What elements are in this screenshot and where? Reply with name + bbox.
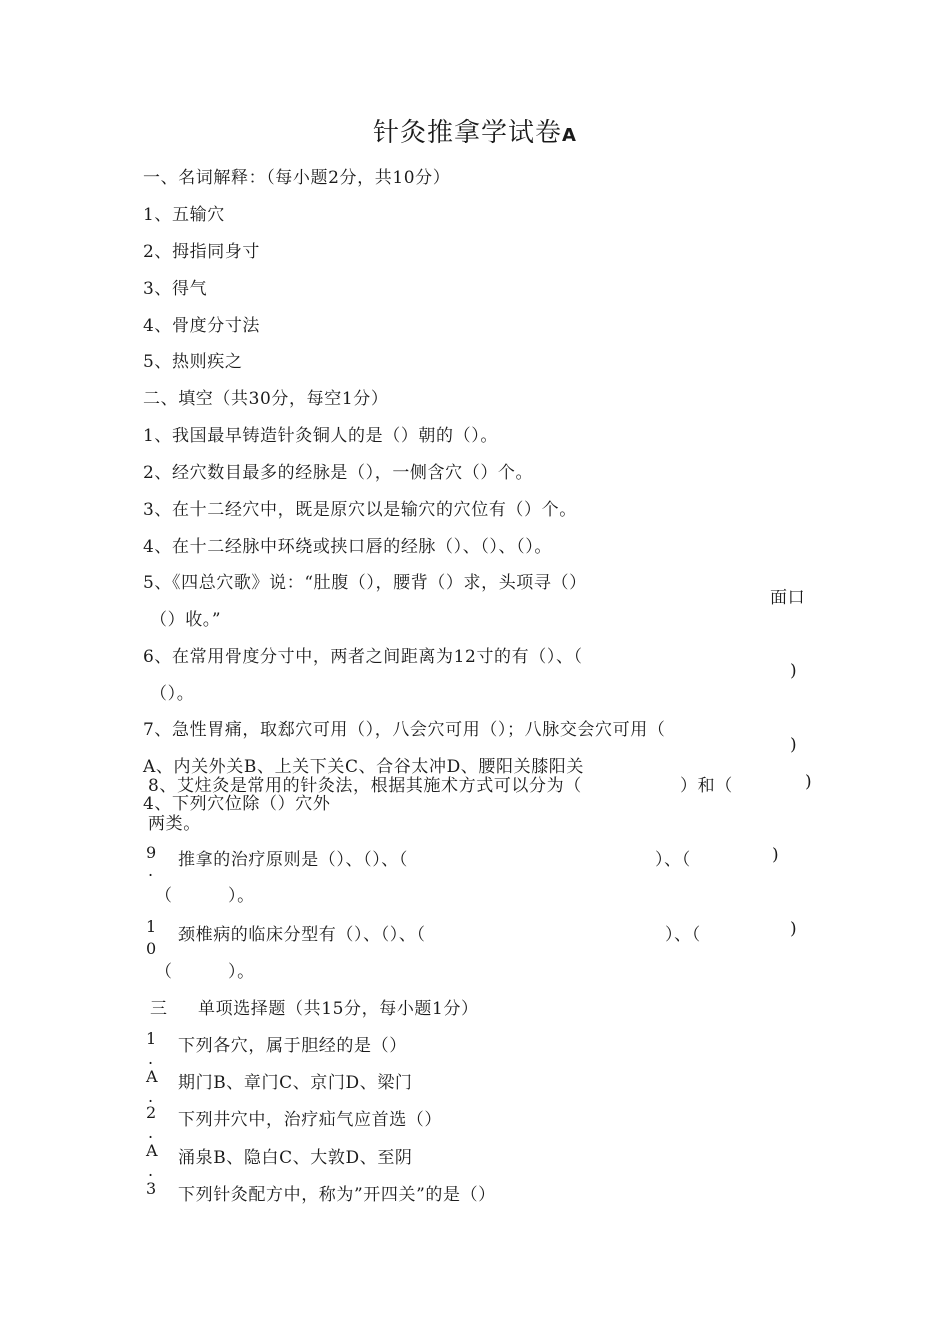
question-number-dot: . xyxy=(148,1123,154,1142)
question-fragment: ) xyxy=(790,661,798,681)
question-line: 5、《四总穴歌》说：“肚腹（），腰背（）求，头项寻（） xyxy=(143,573,587,593)
question-line: 5、热则疾之 xyxy=(143,352,243,372)
question-fragment: ）。 xyxy=(228,962,255,982)
question-line: 下列各穴，属于胆经的是（） xyxy=(178,1036,407,1056)
question-line: 1、我国最早铸造针灸铜人的是（）朝的（）。 xyxy=(143,426,498,446)
question-line: 6、在常用骨度分寸中，两者之间距离为12寸的有（）、（ xyxy=(143,647,583,667)
question-line: 推拿的治疗原则是（）、（）、（ xyxy=(178,850,408,870)
question-fragment: ) xyxy=(790,735,798,755)
question-line: 2、经穴数目最多的经脉是（），一侧含穴（）个。 xyxy=(143,463,534,483)
question-fragment: ) xyxy=(790,919,798,939)
exam-title-text: 针灸推拿学试卷 xyxy=(373,118,563,148)
question-line: 1、五输穴 xyxy=(143,205,225,225)
option-dot: . xyxy=(148,1161,154,1180)
question-fragment: ) xyxy=(805,772,813,792)
question-line: 4、下列穴位除（）穴外 xyxy=(143,794,331,814)
option-line: 涌泉B、隐白C、大敦D、至阴 xyxy=(178,1148,413,1168)
question-fragment: （ xyxy=(155,886,173,906)
question-number: 1 xyxy=(146,1029,157,1048)
question-fragment: ）、（ xyxy=(665,925,701,945)
question-line: 3、在十二经穴中，既是原穴以是输穴的穴位有（）个。 xyxy=(143,500,577,520)
question-fragment: （ xyxy=(155,962,173,982)
exam-title xyxy=(0,118,950,151)
question-number-dot: . xyxy=(148,1049,154,1068)
question-line: 8、艾炷灸是常用的针灸法，根据其施术方式可以分为（ xyxy=(148,776,582,796)
option-line: 期门B、章门C、京门D、梁门 xyxy=(178,1073,413,1093)
question-number: 9 xyxy=(146,843,157,862)
question-fragment: 面口 xyxy=(770,588,806,608)
question-line: 下列井穴中，治疗疝气应首选（） xyxy=(178,1110,442,1130)
question-line: A、内关外关B、上关下关C、合谷太冲D、腰阳关膝阳关 xyxy=(143,757,585,777)
exam-title-suffix: A xyxy=(562,125,577,146)
question-line: 2、拇指同身寸 xyxy=(143,242,261,262)
question-number: 1 xyxy=(146,917,157,936)
question-number-dot: . xyxy=(148,861,154,880)
section-1-heading: 一、名词解释：（每小题2分，共10分） xyxy=(143,168,451,188)
section-3-heading: 单项选择题（共15分，每小题1分） xyxy=(198,999,479,1019)
question-line: 7、急性胃痛，取郄穴可用（），八会穴可用（）；八脉交会穴可用（ xyxy=(143,720,666,740)
question-line: 4、骨度分寸法 xyxy=(143,316,261,336)
question-number: 2 xyxy=(146,1103,157,1122)
option-letter: A xyxy=(146,1141,159,1160)
question-fragment: ) xyxy=(772,845,780,865)
question-line: 下列针灸配方中，称为”开四关”的是（） xyxy=(178,1185,496,1205)
question-fragment: ）。 xyxy=(228,886,255,906)
question-line: （）。 xyxy=(150,684,195,704)
section-2-heading: 二、填空（共30分，每空1分） xyxy=(143,389,389,409)
question-fragment: ）、（ xyxy=(655,850,691,870)
question-number: 0 xyxy=(146,939,157,958)
question-line: （）收。” xyxy=(150,610,222,630)
option-letter: A xyxy=(146,1067,159,1086)
option-dot: . xyxy=(148,1087,154,1106)
section-3-number: 三 xyxy=(150,999,168,1019)
question-line: 颈椎病的临床分型有（）、（）、（ xyxy=(178,925,426,945)
question-line: 3、得气 xyxy=(143,279,208,299)
question-line: 4、在十二经脉中环绕或挟口唇的经脉（）、（）、（）。 xyxy=(143,537,552,557)
question-number: 3 xyxy=(146,1179,157,1198)
question-line: 两类。 xyxy=(148,814,201,834)
question-fragment: ）和（ xyxy=(680,776,733,796)
